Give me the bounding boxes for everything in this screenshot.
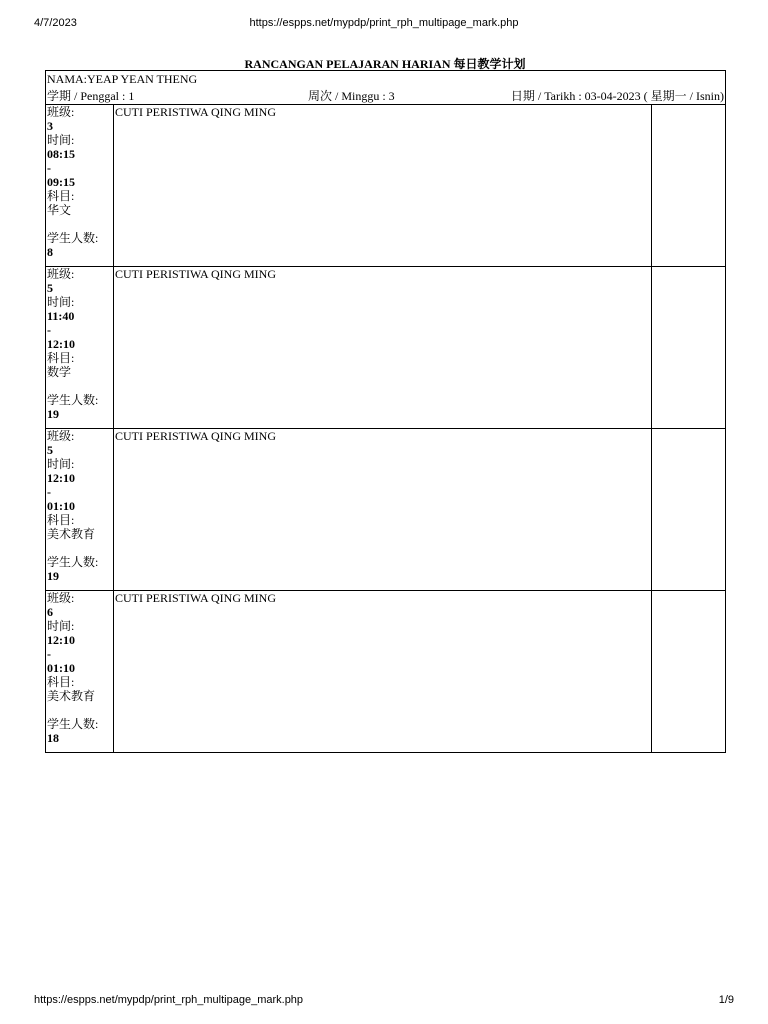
holiday-text-ms: CUTI PERISTIWA QING MING	[115, 267, 276, 281]
lesson-row	[46, 429, 726, 591]
lesson-remark-cell	[651, 105, 725, 267]
print-header	[34, 17, 734, 31]
students-label: 学生人数:	[47, 231, 99, 245]
class-label: 班级:	[47, 105, 75, 119]
info-row	[46, 71, 726, 105]
time-start: 08:15	[47, 147, 75, 161]
subject-label: 科目:	[47, 351, 75, 365]
class-value: 5	[47, 281, 53, 295]
class-value: 6	[47, 605, 53, 619]
time-start: 12:10	[47, 633, 75, 647]
lesson-remark-cell	[651, 591, 725, 753]
info-details	[47, 88, 724, 104]
students-value: 19	[47, 569, 59, 583]
date-info: 日期 / Tarikh : 03-04-2023 ( 星期一 / Isnin)	[510, 89, 724, 103]
week-info: 周次 / Minggu : 3	[308, 89, 395, 103]
spacer	[47, 703, 112, 717]
students-value: 19	[47, 407, 59, 421]
time-label: 时间:	[47, 619, 75, 633]
print-url: https://espps.net/mypdp/print_rph_multipage_mark.php	[249, 17, 519, 29]
spacer	[47, 541, 112, 555]
teacher-name: NAMA:YEAP YEAN THENG	[47, 72, 198, 86]
lesson-content-cell	[114, 591, 652, 753]
class-value: 5	[47, 443, 53, 457]
subject-value: 华文	[47, 203, 72, 217]
class-label: 班级:	[47, 429, 75, 443]
time-dash: -	[47, 647, 51, 661]
time-label: 时间:	[47, 133, 75, 147]
time-dash: -	[47, 161, 51, 175]
lesson-meta-cell	[46, 267, 114, 429]
page-number: 1/9	[718, 994, 734, 1006]
print-footer	[34, 994, 734, 1008]
students-value: 8	[47, 245, 53, 259]
students-label: 学生人数:	[47, 717, 99, 731]
document-title: RANCANGAN PELAJARAN HARIAN 每日教学计划	[244, 57, 526, 71]
holiday-text-ms: CUTI PERISTIWA QING MING	[115, 591, 276, 605]
time-label: 时间:	[47, 295, 75, 309]
subject-label: 科目:	[47, 189, 75, 203]
time-end: 09:15	[47, 175, 75, 189]
lesson-meta-cell	[46, 429, 114, 591]
lesson-meta-cell	[46, 591, 114, 753]
lesson-plan-table	[45, 70, 726, 753]
students-label: 学生人数:	[47, 393, 99, 407]
time-end: 12:10	[47, 337, 75, 351]
term-info: 学期 / Penggal : 1	[47, 89, 135, 103]
lesson-row	[46, 267, 726, 429]
print-date: 4/7/2023	[34, 17, 77, 29]
holiday-text-ms: CUTI PERISTIWA QING MING	[115, 105, 276, 119]
time-dash: -	[47, 323, 51, 337]
subject-value: 数学	[47, 365, 72, 379]
class-value: 3	[47, 119, 53, 133]
subject-label: 科目:	[47, 675, 75, 689]
lesson-content-cell	[114, 429, 652, 591]
info-cell	[46, 71, 726, 105]
time-end: 01:10	[47, 499, 75, 513]
lesson-row	[46, 105, 726, 267]
students-label: 学生人数:	[47, 555, 99, 569]
lesson-meta-cell	[46, 105, 114, 267]
lesson-remark-cell	[651, 267, 725, 429]
subject-value: 美术教育	[47, 689, 96, 703]
spacer	[47, 379, 112, 393]
subject-value: 美术教育	[47, 527, 96, 541]
footer-url: https://espps.net/mypdp/print_rph_multipage_mark.php	[34, 994, 304, 1006]
students-value: 18	[47, 731, 59, 745]
subject-label: 科目:	[47, 513, 75, 527]
lesson-row	[46, 591, 726, 753]
lesson-remark-cell	[651, 429, 725, 591]
spacer	[47, 217, 112, 231]
class-label: 班级:	[47, 267, 75, 281]
lesson-content-cell	[114, 105, 652, 267]
lesson-content-cell	[114, 267, 652, 429]
time-start: 11:40	[47, 309, 75, 323]
time-label: 时间:	[47, 457, 75, 471]
time-end: 01:10	[47, 661, 75, 675]
time-start: 12:10	[47, 471, 75, 485]
class-label: 班级:	[47, 591, 75, 605]
time-dash: -	[47, 485, 51, 499]
holiday-text-ms: CUTI PERISTIWA QING MING	[115, 429, 276, 443]
